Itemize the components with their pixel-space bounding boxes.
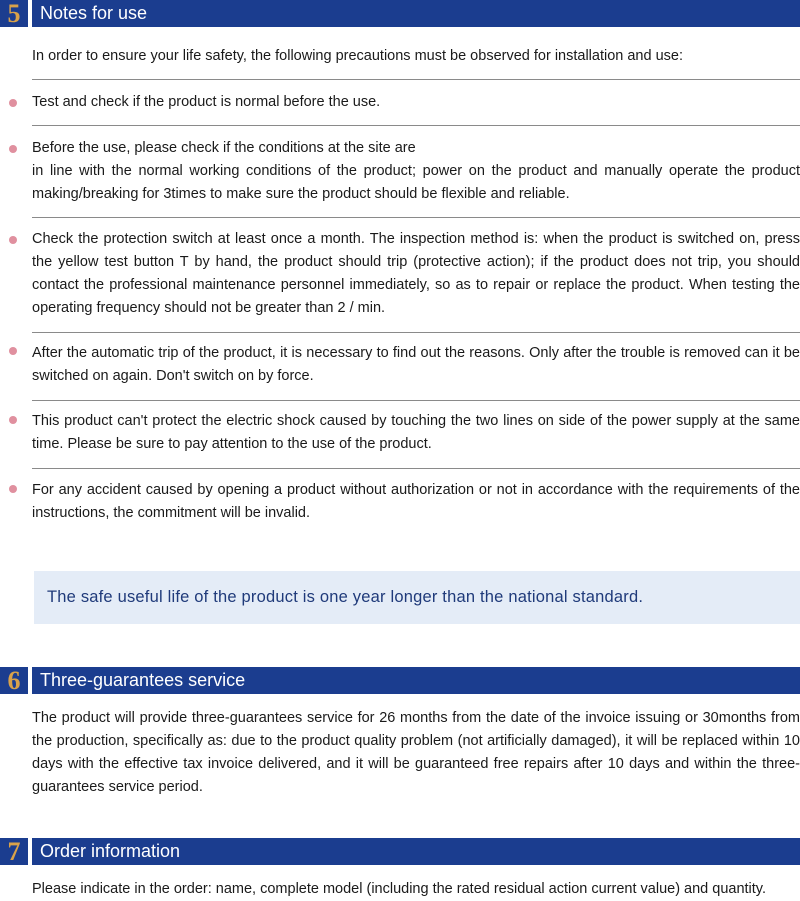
note-item: After the automatic trip of the product, it is necessary to find out the reasons. Only after the trouble is removed can it be switched on again. Don't switch on by force. xyxy=(32,345,800,384)
section-title: Three-guarantees service xyxy=(32,667,800,694)
section-title: Notes for use xyxy=(32,0,800,27)
divider xyxy=(32,125,800,126)
divider xyxy=(32,332,800,333)
bullet-icon xyxy=(9,145,17,153)
bullet-icon xyxy=(9,416,17,424)
section-number: 5 xyxy=(0,0,28,27)
note-item: This product can't protect the electric shock caused by touching the two lines on side of the power supply at the same time. Please be sure to pay attention to the use of the product. xyxy=(32,413,800,452)
section-title: Order information xyxy=(32,838,800,865)
bullet-icon xyxy=(9,99,17,107)
note-item-continued: in line with the normal working conditions of the product; power on the product and manually operate the product making/breaking for 3times to make sure the product should be flexible and reliable. xyxy=(32,163,800,202)
section-header-order xyxy=(0,838,800,865)
section-header-guarantee xyxy=(0,667,800,694)
section-number: 7 xyxy=(0,838,28,865)
guarantee-body: The product will provide three-guarantees service for 26 months from the date of the invoice issuing or 30months from the production, specifically as: due to the product quality problem (not artificially damaged), it will be replaced within 10 days with the effective tax invoice delivered, and it will be guaranteed free repairs after 10 days and within the three-guarantees service period. xyxy=(32,710,800,795)
divider xyxy=(32,400,800,401)
bullet-icon xyxy=(9,485,17,493)
divider xyxy=(32,79,800,80)
bullet-icon xyxy=(9,236,17,244)
bullet-icon xyxy=(9,347,17,355)
section-header-notes xyxy=(0,0,800,27)
notice-box: The safe useful life of the product is one year longer than the national standard. xyxy=(34,571,800,624)
divider xyxy=(32,468,800,469)
note-item: Test and check if the product is normal before the use. xyxy=(32,94,381,110)
order-body: Please indicate in the order: name, complete model (including the rated residual action current value) and quantity. xyxy=(32,881,767,897)
note-item: Before the use, please check if the conditions at the site are xyxy=(32,140,416,156)
note-item: For any accident caused by opening a product without authorization or not in accordance with the requirements of the instructions, the commitment will be invalid. xyxy=(32,482,800,521)
note-item: Check the protection switch at least once a month. The inspection method is: when the product is switched on, press the yellow test button T by hand, the product should trip (protective action); if the product does not trip, you should contact the professional maintenance personnel immediately, so as to repair or replace the product. When testing the operating frequency should not be greater than 2 / min. xyxy=(32,231,800,316)
divider xyxy=(32,217,800,218)
section-number: 6 xyxy=(0,667,28,694)
notes-intro: In order to ensure your life safety, the following precautions must be observed for installation and use: xyxy=(32,48,683,64)
